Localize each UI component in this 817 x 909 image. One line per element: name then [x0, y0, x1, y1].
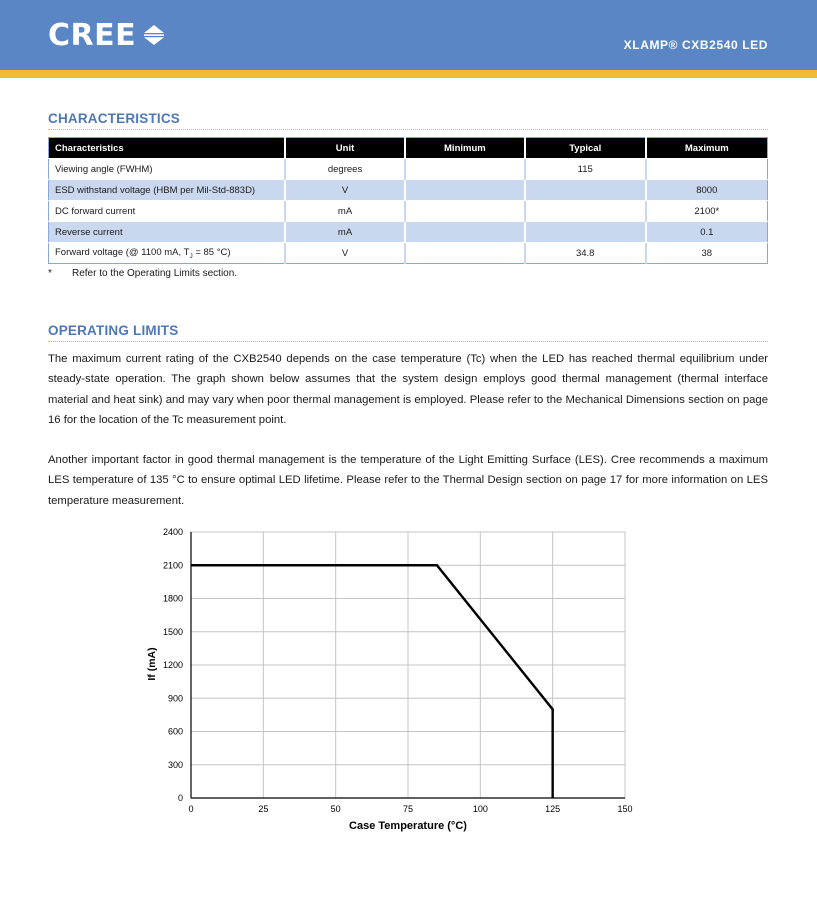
cree-logo: [48, 18, 166, 52]
cell-minimum: [405, 180, 525, 201]
forward-voltage-label-pre: Forward voltage (@ 1100 mA, T: [55, 246, 190, 258]
footnote-mark: *: [48, 268, 52, 279]
operating-limits-divider: [48, 341, 768, 342]
cell-typical: [525, 222, 646, 243]
cell-maximum: 2100*: [646, 201, 768, 222]
table-row: [49, 201, 768, 222]
cell-characteristic: DC forward current: [49, 201, 286, 222]
y-tick-label: 1800: [162, 593, 183, 604]
cell-typical: [525, 180, 646, 201]
derating-chart: [130, 520, 650, 840]
cell-characteristic: [49, 243, 286, 264]
cree-logo-icon: [142, 22, 166, 48]
cell-maximum: 8000: [646, 180, 768, 201]
x-tick-label: 125: [545, 804, 561, 814]
table-row: [49, 159, 768, 180]
forward-voltage-label-post: = 85 °C): [192, 246, 231, 258]
col-header-unit: Unit: [285, 138, 405, 159]
x-tick-label: 100: [472, 804, 488, 814]
x-tick-label: 75: [402, 804, 414, 814]
cell-unit: V: [285, 243, 405, 264]
cell-unit: degrees: [285, 159, 405, 180]
document-title: XLAMP® CXB2540 LED: [623, 38, 768, 52]
operating-limits-paragraph-1: The maximum current rating of the CXB2540 depends on the case temperature (Tc) when the LED has reached thermal equilibrium under steady-state operation. The graph shown below assumes that the system design employs good thermal management (thermal interface material and heat sink) and may vary when poor thermal management is employed. Please refer to the Mechanical Dimensions section on page 16 for the location of the Tc measurement point.: [48, 353, 768, 426]
derating-curve: [191, 565, 553, 798]
x-axis-label: Case Temperature (°C): [349, 820, 467, 832]
y-tick-label: 0: [177, 793, 183, 803]
cell-unit: mA: [285, 222, 405, 243]
cell-maximum: [646, 159, 768, 180]
col-header-maximum: Maximum: [646, 138, 768, 159]
cell-unit: V: [285, 180, 405, 201]
cell-minimum: [405, 243, 525, 264]
characteristics-heading: CHARACTERISTICS: [48, 111, 181, 126]
y-axis-label: If (mA): [146, 647, 158, 681]
y-tick-label: 900: [167, 693, 183, 704]
table-row: [49, 222, 768, 243]
cell-characteristic: Viewing angle (FWHM): [49, 159, 286, 180]
page-header: [0, 0, 817, 70]
cell-minimum: [405, 201, 525, 222]
table-header-row: [49, 138, 768, 159]
operating-limits-heading: OPERATING LIMITS: [48, 323, 179, 338]
operating-limits-paragraph-2: Another important factor in good thermal management is the temperature of the Light Emitting Surface (LES). Cree recommends a maximum LES temperature of 135 °C to ensure optimal LED lifetime. Please refer to the Thermal Design section on page 17 for more information on LES temperature measurement.: [48, 454, 768, 507]
cell-characteristic: Reverse current: [49, 222, 286, 243]
cell-typical: 115: [525, 159, 646, 180]
cell-maximum: 38: [646, 243, 768, 264]
table-row: [49, 180, 768, 201]
header-accent-stripe: [0, 70, 817, 78]
cell-unit: mA: [285, 201, 405, 222]
table-footnote: [48, 268, 237, 279]
col-header-typical: Typical: [525, 138, 646, 159]
col-header-minimum: Minimum: [405, 138, 525, 159]
y-tick-label: 2400: [162, 527, 183, 537]
y-tick-label: 2100: [162, 560, 183, 571]
x-tick-label: 50: [330, 804, 341, 814]
cell-minimum: [405, 222, 525, 243]
cell-maximum: 0.1: [646, 222, 768, 243]
cell-minimum: [405, 159, 525, 180]
y-tick-label: 300: [167, 759, 183, 770]
characteristics-table: [48, 137, 768, 264]
cell-typical: [525, 201, 646, 222]
col-header-characteristics: Characteristics: [49, 138, 286, 159]
cell-characteristic: ESD withstand voltage (HBM per Mil-Std-883D): [49, 180, 286, 201]
y-tick-label: 1200: [162, 660, 183, 670]
x-tick-label: 25: [258, 804, 269, 814]
logo-text: CREE: [48, 17, 137, 53]
x-tick-label: 0: [188, 804, 194, 814]
footnote-text: Refer to the Operating Limits section.: [72, 268, 238, 279]
y-tick-label: 1500: [162, 626, 183, 637]
forward-voltage-label-sub: J: [189, 252, 193, 260]
cell-typical: 34.8: [525, 243, 646, 264]
y-tick-label: 600: [167, 726, 183, 737]
x-tick-label: 150: [617, 804, 633, 814]
table-row: [49, 243, 768, 264]
characteristics-divider: [48, 129, 768, 130]
